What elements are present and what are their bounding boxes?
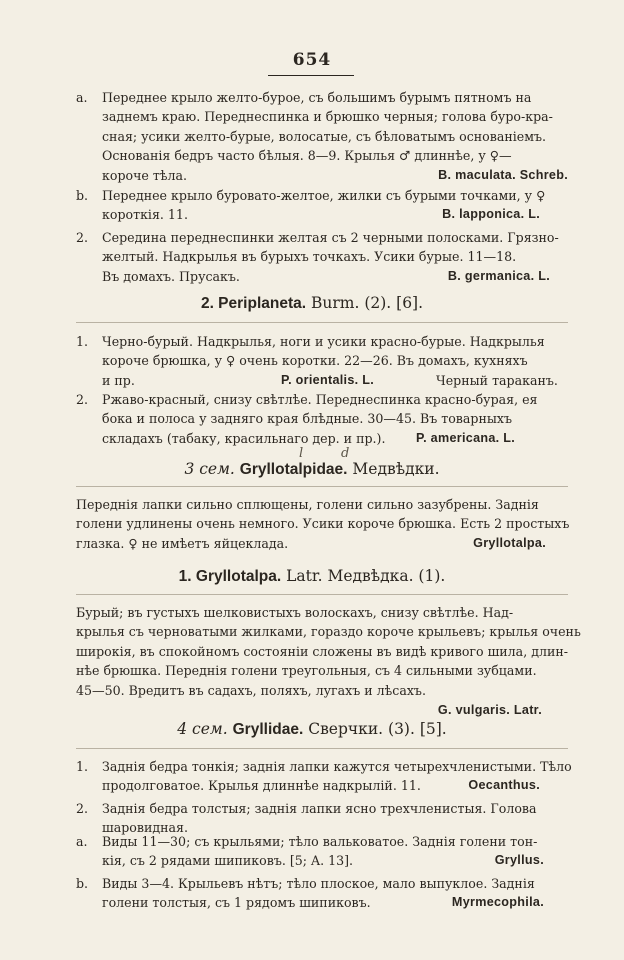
entry-line: Ржаво-красный, снизу свѣтлѣе. Переднеспинка красно-бурая, ея: [102, 392, 538, 407]
family-heading-gryllidae: [0, 720, 624, 739]
species-name: G. vulgaris. Latr.: [437, 703, 542, 718]
key-entry-1-orientalis: [76, 332, 568, 390]
family-description: [76, 495, 568, 553]
genus-name: Oecanthus.: [468, 778, 540, 793]
entry-marker: a.: [76, 90, 88, 105]
genus-authority: Latr. Медвѣдка. (1).: [286, 567, 446, 585]
entry-line: Середина переднеспинки желтая съ 2 черными полосками. Грязно-: [102, 230, 559, 245]
entry-line: складахъ (табаку, красильнаго дер. и пр.).: [102, 430, 386, 446]
genus-heading-periplaneta: [0, 294, 624, 313]
entry-line: заднемъ краю. Переднеспинка и брюшко черныя; голова буро-кра-: [102, 109, 553, 125]
key-entry-2-germanica: [76, 228, 568, 286]
entry-marker: 1.: [76, 759, 89, 774]
entry-line: голени толстыя, съ 1 рядомъ шипиковъ.: [102, 895, 371, 911]
page-number: 654: [292, 50, 332, 70]
genus-title: 2. Periplaneta.: [200, 295, 307, 312]
entry-line: Въ домахъ. Прусакъ.: [102, 268, 240, 284]
entry-line: Основанія бедръ часто бѣлыя. 8—9. Крылья ♂ длиннѣе, у ♀—: [102, 148, 512, 164]
family-common-name: Медвѣдки.: [352, 460, 440, 478]
entry-line: Виды 3—4. Крыльевъ нѣтъ; тѣло плоское, мало выпуклое. Заднія: [102, 876, 535, 891]
genus-name: Gryllotalpa.: [473, 535, 546, 550]
family-common-name: Сверчки. (3). [5].: [308, 720, 447, 738]
description-line: крылья съ черноватыми жилками, гораздо короче крыльевъ; крылья очень: [76, 624, 581, 640]
genus-title: 1. Gryllotalpa.: [178, 568, 282, 585]
family-title: Gryllidae.: [232, 721, 304, 738]
entry-line: сная; усики желто-бурые, волосатые, съ бѣловатымъ основаніемъ.: [102, 128, 547, 144]
description-line: голени удлинены очень немного. Усики короче брюшка. Есть 2 простыхъ: [76, 516, 570, 532]
entry-line: короче брюшка, у ♀ очень коротки. 22—26. Въ домахъ, кухняхъ: [102, 353, 528, 369]
entry-marker: b.: [76, 188, 89, 203]
key-entry-1-oecanthus: [76, 757, 572, 796]
entry-line: короткія. 11.: [102, 207, 188, 223]
family-title: Gryllotalpidae.: [239, 461, 348, 478]
family-number: 4 сем.: [177, 720, 228, 738]
entry-line: Заднія бедра тонкія; заднія лапки кажутся четырехчленистыми. Тѣло: [102, 759, 572, 774]
entry-line: продолговатое. Крылья длиннѣе надкрылій. 11.: [102, 778, 421, 794]
entry-marker: 2.: [76, 230, 89, 245]
entry-line: бока и полоса у задняго края блѣдные. 30—45. Въ товарныхъ: [102, 411, 512, 427]
description-line: Бурый; въ густыхъ шелковистыхъ волоскахъ, снизу свѣтлѣе. Над-: [76, 605, 514, 620]
family-number: 3 сем.: [184, 460, 235, 478]
description-line: широкія, въ спокойномъ состояніи сложены въ видѣ кривого шила, длин-: [76, 643, 568, 659]
key-entry-b-myrmecophila: [76, 874, 568, 913]
description-line: Переднія лапки сильно сплющены, голени сильно зазубрены. Заднія: [76, 497, 539, 512]
genus-heading-gryllotalpa: [0, 567, 624, 586]
section-rule: [76, 594, 568, 595]
entry-line: шаровидная.: [102, 820, 188, 836]
key-entry-b-lapponica: [76, 186, 568, 225]
species-name: B. lapponica. L.: [442, 207, 540, 222]
common-name: Черный тараканъ.: [436, 372, 558, 388]
section-rule: [76, 322, 568, 323]
description-line: глазка. ♀ не имѣетъ яйцеклада.: [76, 535, 289, 551]
entry-line: Переднее крыло буровато-желтое, жилки съ бурыми точками, у ♀: [102, 188, 546, 203]
gryllotalpa-description: [76, 603, 581, 720]
entry-marker: a.: [76, 834, 88, 849]
page-number-rule: [268, 75, 354, 76]
section-rule: [76, 486, 568, 487]
entry-line: Виды 11—30; съ крыльями; тѣло вальковатое. Заднія голени тон-: [102, 834, 538, 849]
entry-marker: 1.: [76, 334, 89, 349]
entry-line: Заднія бедра толстыя; заднія лапки ясно трехчленистыя. Голова: [102, 801, 537, 816]
species-name: B. maculata. Schreb.: [438, 167, 568, 182]
entry-line: короче тѣла.: [102, 167, 187, 183]
key-entry-2-americana: [76, 390, 568, 448]
handwritten-note: l: [299, 446, 304, 461]
section-rule: [76, 748, 568, 749]
genus-name: Gryllus.: [494, 853, 544, 868]
entry-line: Переднее крыло желто-бурое, съ большимъ бурымъ пятномъ на: [102, 90, 532, 105]
description-line: 45—50. Вредитъ въ садахъ, поляхъ, лугахъ и лѣсахъ.: [76, 682, 426, 698]
entry-line: кія, съ 2 рядами шипиковъ. [5; A. 13].: [102, 853, 354, 869]
species-name: B. germanica. L.: [447, 268, 550, 283]
species-name: P. orientalis. L.: [281, 372, 375, 387]
description-line: нѣе брюшка. Переднія голени треугольныя, съ 4 сильными зубцами.: [76, 663, 537, 679]
handwritten-note: d: [341, 446, 350, 461]
genus-name: Myrmecophila.: [451, 895, 544, 910]
entry-marker: 2.: [76, 392, 89, 407]
key-entry-a-maculata: [76, 88, 568, 185]
genus-authority: Burm. (2). [6].: [311, 294, 424, 312]
entry-line: Черно-бурый. Надкрылья, ноги и усики красно-бурые. Надкрылья: [102, 334, 545, 349]
species-name: P. americana. L.: [416, 430, 516, 445]
entry-marker: 2.: [76, 801, 89, 816]
key-entry-a-gryllus: [76, 832, 568, 871]
family-heading-gryllotalpidae: [0, 460, 624, 479]
entry-line: и пр.: [102, 372, 135, 388]
entry-line: желтый. Надкрылья въ бурыхъ точкахъ. Усики бурые. 11—18.: [102, 249, 517, 265]
entry-marker: b.: [76, 876, 89, 891]
